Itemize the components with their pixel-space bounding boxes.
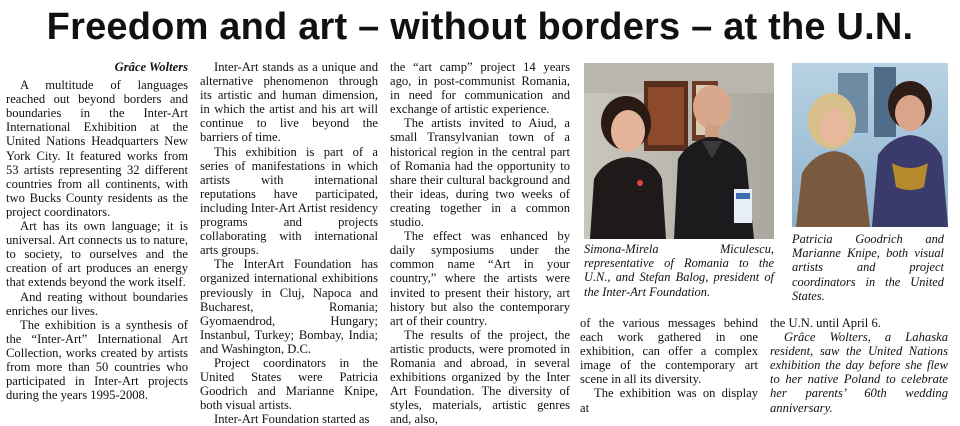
photo-caption-1: Simona-Mirela Miculescu, representative of Romania to the U.N., and Stefan Balog, president of the Inter-Art Foundation. — [584, 242, 774, 299]
byline: Grâce Wolters — [114, 60, 188, 74]
paragraph: The effect was enhanced by daily symposiums under the common name “Art in your country,” where the artists were invited to present their history, art history but also the contemporary art of their country. — [390, 229, 570, 328]
paragraph: This exhibition is part of a series of manifestations in which artists with international reputations have participated, including Inter-Art Artist residency programs and projects collaborating with international arts groups. — [200, 144, 378, 258]
paragraph: The results of the project, the artistic products, were promoted in Romania and abroad, in several exhibitions organized by the Inter Art Foundation. The diversity of styles, materials, artistic genres and, also, — [390, 327, 570, 426]
paragraph: Project coordinators in the United States were Patricia Goodrich and Marianne Knipe, both visual artists. — [200, 355, 378, 413]
article-column-3 — [390, 60, 570, 426]
article-column-2 — [200, 60, 378, 426]
photo-project-coordinators — [792, 63, 948, 227]
paragraph: The exhibition was on display at — [580, 386, 758, 415]
paragraph: of the various messages behind each work gathered in one exhibition, can offer a complex image of the contemporary art scene in all its diversity. — [580, 316, 758, 387]
paragraph: The artists invited to Aiud, a small Transylvanian town of a historical region in the central part of Romania had the opportunity to share their cultural background and their ideas, during two weeks of creating together in a common studio. — [390, 116, 570, 230]
photo-caption-2: Patricia Goodrich and Marianne Knipe, both visual artists and project coordinators in the United States. — [792, 232, 944, 303]
article-column-1 — [6, 60, 188, 402]
paragraph: the U.N. until April 6. — [770, 316, 881, 330]
paragraph: the “art camp” project 14 years ago, in post-communist Romania, in need for communication and exchange of artistic experience. — [390, 60, 570, 117]
photo-diplomat-and-president — [584, 63, 774, 239]
paragraph: A multitude of languages reached out beyond borders and boundaries in the Inter-Art International Exhibition at the United Nations Headquarters New York City. It featured works from 53 artists representing 32 different countries from all continents, with two Bucks County residents as the project coordinators. — [6, 78, 188, 219]
paragraph: The exhibition is a synthesis of the “Inter-Art” International Art Collection, works created by artists from more than 50 countries who participated in Inter-Art projects during the years 1995-2008. — [6, 317, 188, 403]
paragraph: Inter-Art Foundation started as — [214, 412, 370, 426]
article-column-5 — [770, 316, 948, 415]
paragraph: And reating without boundaries enriches our lives. — [6, 289, 188, 318]
author-note: Grâce Wolters, a Lahaska resident, saw the United Nations exhibition the day before she flew to her native Poland to celebrate her parents’ 60th wedding anniversary. — [770, 330, 948, 415]
headline: Freedom and art – without borders – at the U.N. — [46, 6, 914, 48]
paragraph: Art has its own language; it is universal. Art connects us to nature, to society, to ourselves and the creation of art produces an energy that extends beyond the work itself. — [6, 219, 188, 290]
paragraph: The InterArt Foundation has organized international exhibitions previously in Cluj, Napoca and Bucharest, Romania; Gyomaendrod, Hungary; Instanbul, Turkey; Bombay, India; and Washington, D.C. — [200, 257, 378, 356]
paragraph: Inter-Art stands as a unique and alternative phenomenon through its artistic and human dimension, in which the artist and his art will continue to live beyond the barriers of time. — [200, 60, 378, 145]
article-column-4 — [580, 316, 758, 415]
